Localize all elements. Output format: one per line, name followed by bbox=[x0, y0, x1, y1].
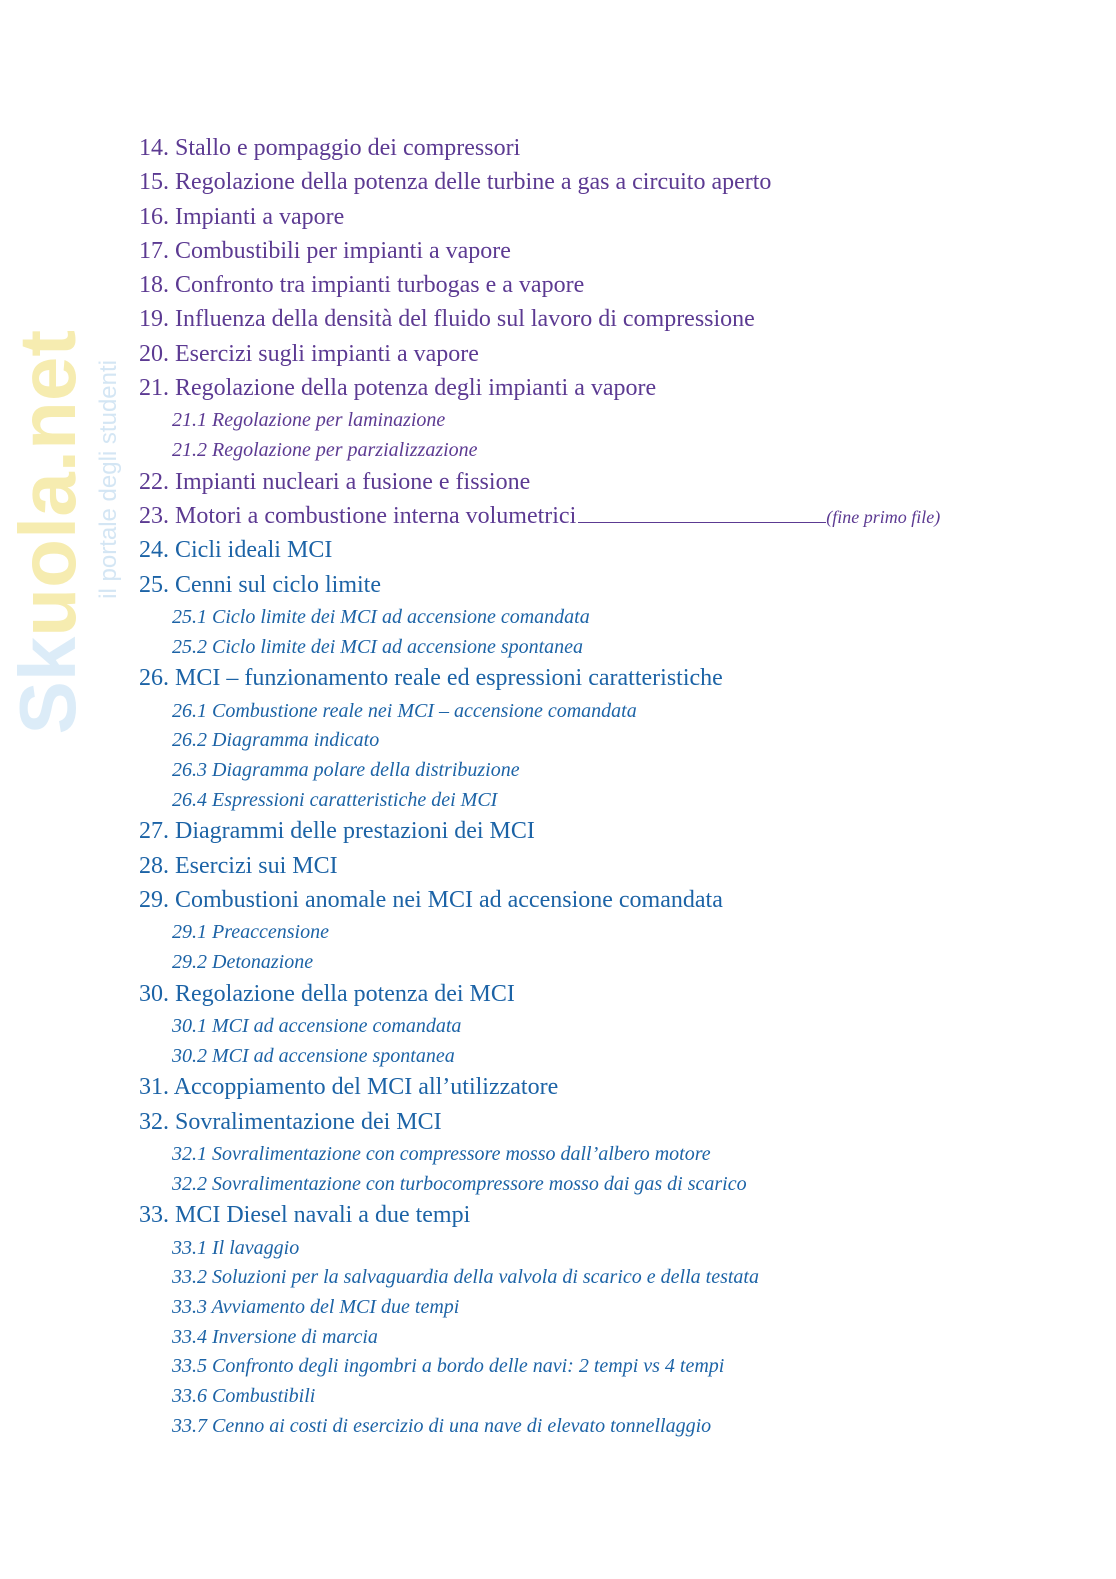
toc-subentry bbox=[139, 405, 1039, 435]
toc-subentry bbox=[139, 725, 1039, 755]
toc-title: Confronto tra impianti turbogas e a vapore bbox=[175, 272, 585, 299]
toc-number: 33.3 bbox=[172, 1295, 207, 1318]
toc-number: 32.1 bbox=[172, 1142, 207, 1165]
toc-entry bbox=[139, 165, 1039, 199]
toc-title: Ciclo limite dei MCI ad accensione spontanea bbox=[212, 635, 584, 658]
toc-title: MCI ad accensione comandata bbox=[212, 1014, 462, 1037]
toc-title: Esercizi sui MCI bbox=[175, 852, 338, 879]
toc-number: 26.1 bbox=[172, 699, 207, 722]
toc-subentry bbox=[139, 755, 1039, 785]
toc-number: 17. bbox=[139, 237, 169, 264]
toc-number: 30.1 bbox=[172, 1014, 207, 1037]
toc-number: 30.2 bbox=[172, 1044, 207, 1067]
toc-number: 18. bbox=[139, 272, 169, 299]
file-end-note: (fine primo file) bbox=[826, 507, 941, 528]
toc-entry bbox=[139, 1070, 1039, 1104]
toc-title: Impianti nucleari a fusione e fissione bbox=[175, 468, 531, 495]
toc-number: 33.5 bbox=[172, 1355, 207, 1378]
toc-title: Regolazione della potenza degli impianti a vapore bbox=[175, 375, 657, 402]
toc-title: Cenni sul ciclo limite bbox=[175, 571, 381, 598]
toc-number: 26. bbox=[139, 665, 169, 692]
toc-number: 19. bbox=[139, 306, 169, 333]
toc-entry bbox=[139, 849, 1039, 883]
toc-title: Accoppiamento del MCI all’utilizzatore bbox=[173, 1074, 559, 1101]
toc-number: 31. bbox=[139, 1074, 169, 1101]
toc-number: 25. bbox=[139, 571, 169, 598]
toc-entry bbox=[139, 200, 1039, 234]
toc-subentry bbox=[139, 1169, 1039, 1199]
toc-title: Ciclo limite dei MCI ad accensione comandata bbox=[212, 605, 590, 628]
toc-subentry bbox=[139, 917, 1039, 947]
toc-number: 33.7 bbox=[172, 1414, 207, 1437]
toc-title: Diagramma indicato bbox=[212, 729, 380, 752]
toc-entry bbox=[139, 302, 1039, 336]
toc-subentry bbox=[139, 1411, 1039, 1441]
toc-title: Combustioni anomale nei MCI ad accensione comandata bbox=[175, 886, 723, 913]
toc-subentry bbox=[139, 1011, 1039, 1041]
toc-entry bbox=[139, 1198, 1039, 1232]
toc-title: Motori a combustione interna volumetrici bbox=[175, 503, 577, 530]
toc-entry bbox=[139, 465, 1039, 499]
toc-title: Sovralimentazione con turbocompressore mosso dai gas di scarico bbox=[212, 1172, 747, 1195]
watermark-tagline: il portale degli studenti bbox=[95, 360, 122, 599]
toc-number: 21.1 bbox=[172, 409, 207, 432]
toc-title: Sovralimentazione con compressore mosso dall’albero motore bbox=[212, 1142, 711, 1165]
toc-subentry bbox=[139, 947, 1039, 977]
toc-number: 27. bbox=[139, 818, 169, 845]
toc-entry bbox=[139, 977, 1039, 1011]
toc-entry bbox=[139, 661, 1039, 695]
toc-number: 32.2 bbox=[172, 1172, 207, 1195]
toc-subentry bbox=[139, 602, 1039, 632]
table-of-contents bbox=[139, 131, 1039, 1440]
toc-number: 26.2 bbox=[172, 729, 207, 752]
toc-subentry bbox=[139, 1041, 1039, 1071]
toc-entry bbox=[139, 371, 1039, 405]
toc-title: Sovralimentazione dei MCI bbox=[175, 1108, 442, 1135]
toc-title: Cicli ideali MCI bbox=[175, 537, 333, 564]
toc-title: Regolazione della potenza delle turbine a gas a circuito aperto bbox=[175, 169, 772, 196]
toc-number: 24. bbox=[139, 537, 169, 564]
toc-number: 26.4 bbox=[172, 788, 207, 811]
toc-number: 28. bbox=[139, 852, 169, 879]
toc-number: 29.1 bbox=[172, 921, 207, 944]
toc-subentry bbox=[139, 435, 1039, 465]
toc-number: 26.3 bbox=[172, 758, 207, 781]
toc-subentry bbox=[139, 1381, 1039, 1411]
toc-number: 29.2 bbox=[172, 950, 207, 973]
toc-subentry bbox=[139, 696, 1039, 726]
toc-subentry bbox=[139, 1292, 1039, 1322]
toc-number: 22. bbox=[139, 468, 169, 495]
toc-title: Diagramma polare della distribuzione bbox=[212, 758, 520, 781]
toc-entry bbox=[139, 883, 1039, 917]
toc-number: 33.4 bbox=[172, 1325, 207, 1348]
toc-title: Cenno ai costi di esercizio di una nave di elevato tonnellaggio bbox=[212, 1414, 712, 1437]
toc-title: Combustibili bbox=[212, 1385, 316, 1407]
toc-subentry bbox=[139, 785, 1039, 815]
toc-number: 33.1 bbox=[172, 1236, 207, 1259]
toc-number: 33.2 bbox=[172, 1266, 207, 1289]
toc-subentry bbox=[139, 632, 1039, 662]
toc-title: MCI ad accensione spontanea bbox=[212, 1044, 455, 1067]
toc-title: Influenza della densità del fluido sul lavoro di compressione bbox=[175, 306, 755, 333]
toc-number: 29. bbox=[139, 886, 169, 913]
toc-title: Il lavaggio bbox=[212, 1236, 300, 1259]
toc-title: Esercizi sugli impianti a vapore bbox=[175, 340, 479, 367]
toc-subentry bbox=[139, 1139, 1039, 1169]
toc-title: Regolazione per parzializzazione bbox=[212, 439, 478, 462]
toc-title: Combustione reale nei MCI – accensione comandata bbox=[212, 699, 637, 722]
toc-title: Confronto degli ingombri a bordo delle navi: 2 tempi vs 4 tempi bbox=[212, 1355, 725, 1378]
toc-subentry bbox=[139, 1233, 1039, 1263]
toc-title: Diagrammi delle prestazioni dei MCI bbox=[175, 818, 535, 845]
toc-subentry bbox=[139, 1262, 1039, 1292]
toc-title: Stallo e pompaggio dei compressori bbox=[175, 135, 521, 161]
toc-title: Inversione di marcia bbox=[212, 1325, 378, 1348]
toc-entry bbox=[139, 131, 1039, 165]
toc-number: 33.6 bbox=[172, 1385, 207, 1407]
toc-number: 21.2 bbox=[172, 439, 207, 462]
watermark-logo: Skuola.net bbox=[3, 330, 92, 735]
toc-number: 25.2 bbox=[172, 635, 207, 658]
toc-entry bbox=[139, 234, 1039, 268]
toc-entry bbox=[139, 268, 1039, 302]
toc-title: Avviamento del MCI due tempi bbox=[211, 1295, 460, 1318]
toc-entry bbox=[139, 814, 1039, 848]
toc-number: 23. bbox=[139, 503, 169, 530]
toc-entry bbox=[139, 337, 1039, 371]
toc-entry bbox=[139, 533, 1039, 567]
toc-title: Regolazione della potenza dei MCI bbox=[175, 980, 515, 1007]
toc-title: Espressioni caratteristiche dei MCI bbox=[212, 788, 498, 811]
toc-title: Soluzioni per la salvaguardia della valvola di scarico e della testata bbox=[212, 1266, 759, 1289]
toc-number: 25.1 bbox=[172, 605, 207, 628]
toc-title: Impianti a vapore bbox=[175, 203, 345, 230]
toc-entry bbox=[139, 499, 1039, 533]
toc-entry bbox=[139, 1105, 1039, 1139]
toc-title: MCI Diesel navali a due tempi bbox=[175, 1202, 471, 1229]
toc-number: 30. bbox=[139, 980, 169, 1007]
toc-title: Detonazione bbox=[212, 950, 314, 973]
toc-number: 16. bbox=[139, 203, 169, 230]
toc-number: 21. bbox=[139, 375, 169, 402]
toc-title: Regolazione per laminazione bbox=[212, 409, 446, 432]
toc-title: MCI – funzionamento reale ed espressioni caratteristiche bbox=[175, 665, 723, 692]
toc-number: 15. bbox=[139, 169, 169, 196]
toc-number: 14. bbox=[139, 135, 169, 161]
toc-title: Preaccensione bbox=[212, 921, 329, 944]
toc-number: 20. bbox=[139, 340, 169, 367]
toc-number: 33. bbox=[139, 1202, 169, 1229]
underline-filler bbox=[578, 502, 826, 523]
toc-title: Combustibili per impianti a vapore bbox=[175, 237, 511, 264]
toc-entry bbox=[139, 568, 1039, 602]
toc-subentry bbox=[139, 1351, 1039, 1381]
toc-number: 32. bbox=[139, 1108, 169, 1135]
toc-subentry bbox=[139, 1322, 1039, 1352]
